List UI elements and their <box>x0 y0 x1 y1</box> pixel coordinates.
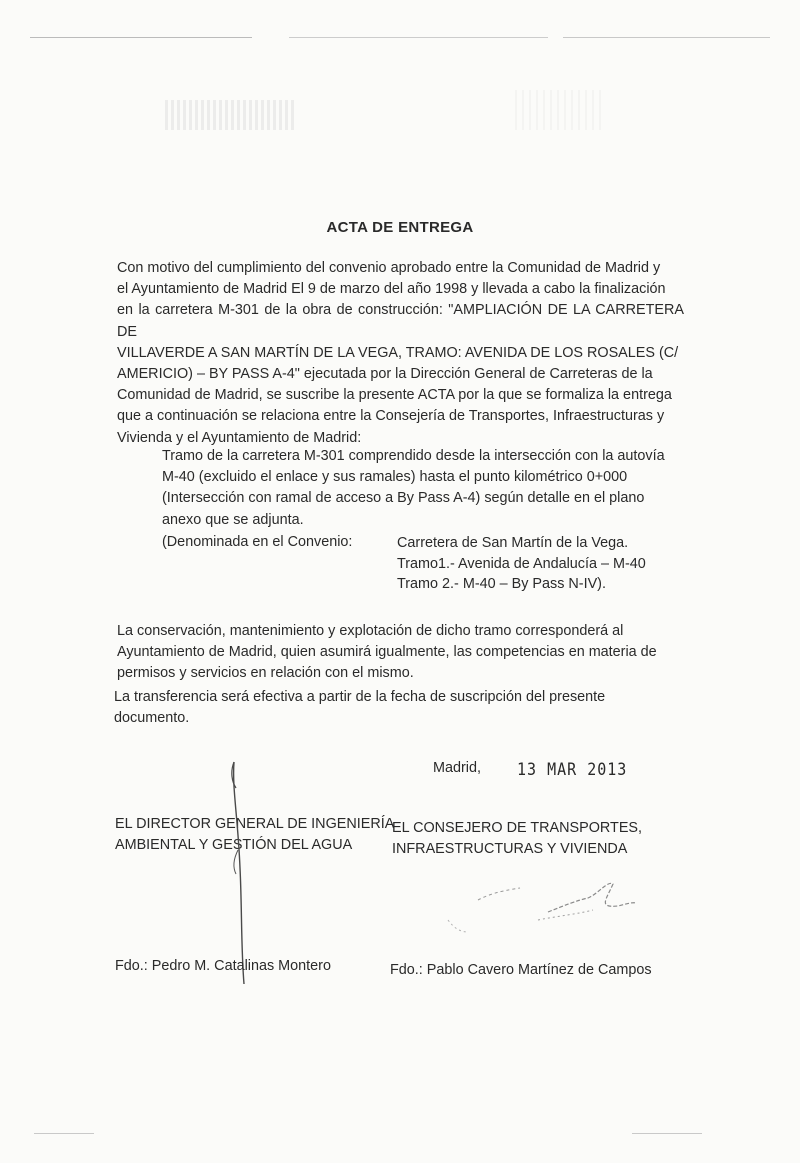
transferencia-paragraph <box>114 687 674 729</box>
transferencia-line: La transferencia será efectiva a partir de la fecha de suscripción del presente <box>114 689 606 705</box>
intro-paragraph <box>117 258 684 449</box>
document-title: ACTA DE ENTREGA <box>326 219 474 236</box>
conservacion-paragraph <box>117 621 684 685</box>
signature-left <box>220 758 260 988</box>
fdo-right: Fdo.: Pablo Cavero Martínez de Campos <box>390 962 652 978</box>
denominada-line: Tramo 2.- M-40 – By Pass N-IV). <box>397 576 606 592</box>
tramo-line: (Intersección con ramal de acceso a By Pass A-4) según detalle en el plano <box>162 490 645 507</box>
denominada-label: (Denominada en el Convenio: <box>162 534 353 550</box>
scan-edge-bottom-right <box>632 1133 702 1134</box>
signature-right <box>438 870 638 960</box>
intro-line: AMERICIO) – BY PASS A-4" ejecutada por la Dirección General de Carreteras de la <box>117 366 653 383</box>
faded-letterhead-mark-right <box>515 90 605 130</box>
transferencia-line: documento. <box>114 710 190 727</box>
conservacion-line: Ayuntamiento de Madrid, quien asumirá igualmente, las competencias en materia de <box>117 644 657 661</box>
denominada-line: Carretera de San Martín de la Vega. <box>397 535 629 551</box>
denominada-line: Tramo1.- Avenida de Andalucía – M-40 <box>397 556 646 572</box>
date-stamp: 13 MAR 2013 <box>517 758 628 780</box>
conservacion-line: permisos y servicios en relación con el mismo. <box>117 665 414 682</box>
conservacion-line: La conservación, mantenimiento y explotación de dicho tramo corresponderá al <box>117 623 624 639</box>
signatory-title-right <box>392 818 642 860</box>
intro-line: VILLAVERDE A SAN MARTÍN DE LA VEGA, TRAMO: AVENIDA DE LOS ROSALES (C/ <box>117 344 679 361</box>
intro-line: Vivienda y el Ayuntamiento de Madrid: <box>117 429 362 446</box>
signatory-title-line: INFRAESTRUCTURAS Y VIVIENDA <box>392 841 628 857</box>
tramo-line: Tramo de la carretera M-301 comprendido desde la intersección con la autovía <box>162 448 665 464</box>
scan-edge-bottom-left <box>34 1133 94 1134</box>
signatory-title-line: EL CONSEJERO DE TRANSPORTES, <box>392 820 643 836</box>
tramo-line: anexo que se adjunta. <box>162 511 304 528</box>
intro-line: que a continuación se relaciona entre la Consejería de Transportes, Infraestructuras y <box>117 408 665 425</box>
place-label: Madrid, <box>433 760 481 776</box>
intro-line: Con motivo del cumplimiento del convenio aprobado entre la Comunidad de Madrid y <box>117 260 661 276</box>
tramo-line: M-40 (excluido el enlace y sus ramales) hasta el punto kilométrico 0+000 <box>162 469 628 486</box>
tramo-paragraph <box>162 446 682 531</box>
intro-line: el Ayuntamiento de Madrid El 9 de marzo del año 1998 y llevada a cabo la finalización <box>117 281 666 298</box>
intro-line: Comunidad de Madrid, se suscribe la presente ACTA por la que se formaliza la entrega <box>117 387 672 404</box>
intro-line: en la carretera M-301 de la obra de construcción: "AMPLIACIÓN DE LA CARRETERA DE <box>117 302 684 340</box>
faded-letterhead-mark <box>165 100 295 130</box>
fdo-left: Fdo.: Pedro M. Catalinas Montero <box>115 958 331 974</box>
scan-edge-top <box>30 37 770 38</box>
signatory-title-line: AMBIENTAL Y GESTIÓN DEL AGUA <box>115 837 353 853</box>
signatory-title-line: EL DIRECTOR GENERAL DE INGENIERÍA <box>115 816 395 832</box>
